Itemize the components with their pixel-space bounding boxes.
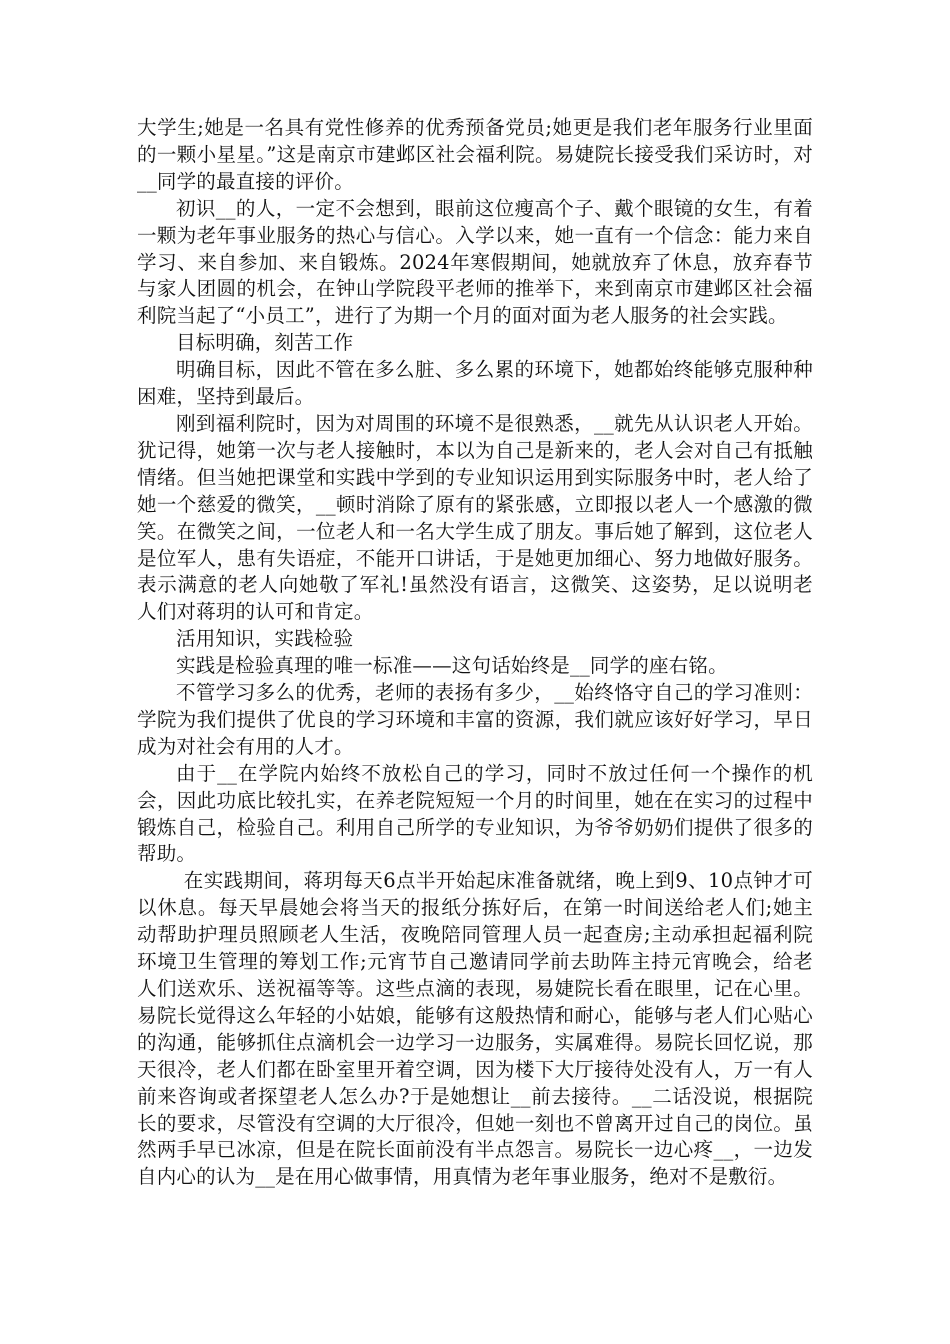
document-body	[137, 115, 813, 1191]
paragraph-clear-goals: 明确目标，因此不管在多么脏、多么累的环境下，她都始终能够克服种种困难，坚持到最后。	[137, 358, 813, 409]
paragraph-continuation: 大学生;她是一名具有党性修养的优秀预备党员;她更是我们老年服务行业里面的一颗小星星。”这是南京市建邺区社会福利院。易婕院长接受我们采访时，对__同学的最直接的评价。	[137, 116, 813, 193]
section-heading-applied-knowledge: 活用知识，实践检验	[176, 627, 354, 651]
section-heading-clear-goals: 目标明确，刻苦工作	[176, 331, 354, 355]
paragraph-practice-period: 在实践期间，蒋玥每天6点半开始起床准备就绪，晚上到9、10点钟才可以休息。每天早晨她会将当天的报纸分拣好后，在第一时间送给老人们;她主动帮助护理员照顾老人生活，夜晚陪同管理人员一起查房;主动承担起福利院环境卫生管理的筹划工作;元宵节自己邀请同学前去助阵主持元宵晚会，给老人们送欢乐、送祝福等等。这些点滴的表现，易婕院长看在眼里，记在心里。易院长觉得这么年轻的小姑娘，能够有这般热情和耐心，能够与老人们心贴心的沟通，能够抓住点滴机会一边学习一边服务，实属难得。易院长回忆说，那天很冷，老人们都在卧室里开着空调，因为楼下大厅接待处没有人，万一有人前来咨询或者探望老人怎么办?于是她想让__前去接待。__二话没说，根据院长的要求，尽管没有空调的大厅很冷，但她一刻也不曾离开过自己的岗位。虽然两手早已冰凉，但是在院长面前没有半点怨言。易院长一边心疼__，一边发自内心的认为__是在用心做事情，用真情为老年事业服务，绝对不是敷衍。	[137, 869, 813, 1189]
paragraph-study-principle: 不管学习多么的优秀，老师的表扬有多少，__始终恪守自己的学习准则：学院为我们提供了优良的学习环境和丰富的资源，我们就应该好好学习，早日成为对社会有用的人才。	[137, 681, 813, 758]
paragraph-motto: 实践是检验真理的唯一标准——这句话始终是__同学的座右铭。	[176, 654, 728, 678]
paragraph-arrival: 刚到福利院时，因为对周围的环境不是很熟悉，__就先从认识老人开始。犹记得，她第一次与老人接触时，本以为自己是新来的，老人会对自己有抵触情绪。但当她把课堂和实践中学到的专业知识运用到实际服务中时，老人给了她一个慈爱的微笑，__顿时消除了原有的紧张感，立即报以老人一个感激的微笑。在微笑之间，一位老人和一名大学生成了朋友。事后她了解到，这位老人是位军人，患有失语症，不能开口讲话，于是她更加细心、努力地做好服务。表示满意的老人向她敬了军礼!虽然没有语言，这微笑、这姿势，足以说明老人们对蒋玥的认可和肯定。	[137, 411, 813, 624]
paragraph-first-impression: 初识__的人，一定不会想到，眼前这位瘦高个子、戴个眼镜的女生，有着一颗为老年事业服务的热心与信心。入学以来，她一直有一个信念：能力来自学习、来自参加、来自锻炼。2024年寒假期间，她就放弃了休息，放弃春节与家人团圆的机会，在钟山学院段平老师的推举下，来到南京市建邺区社会福利院当起了“小员工”，进行了为期一个月的面对面为老人服务的社会实践。	[137, 196, 813, 328]
paragraph-solid-foundation: 由于__在学院内始终不放松自己的学习，同时不放过任何一个操作的机会，因此功底比较扎实，在养老院短短一个月的时间里，她在在实习的过程中锻炼自己，检验自己。利用自己所学的专业知识，为爷爷奶奶们提供了很多的帮助。	[137, 761, 813, 866]
